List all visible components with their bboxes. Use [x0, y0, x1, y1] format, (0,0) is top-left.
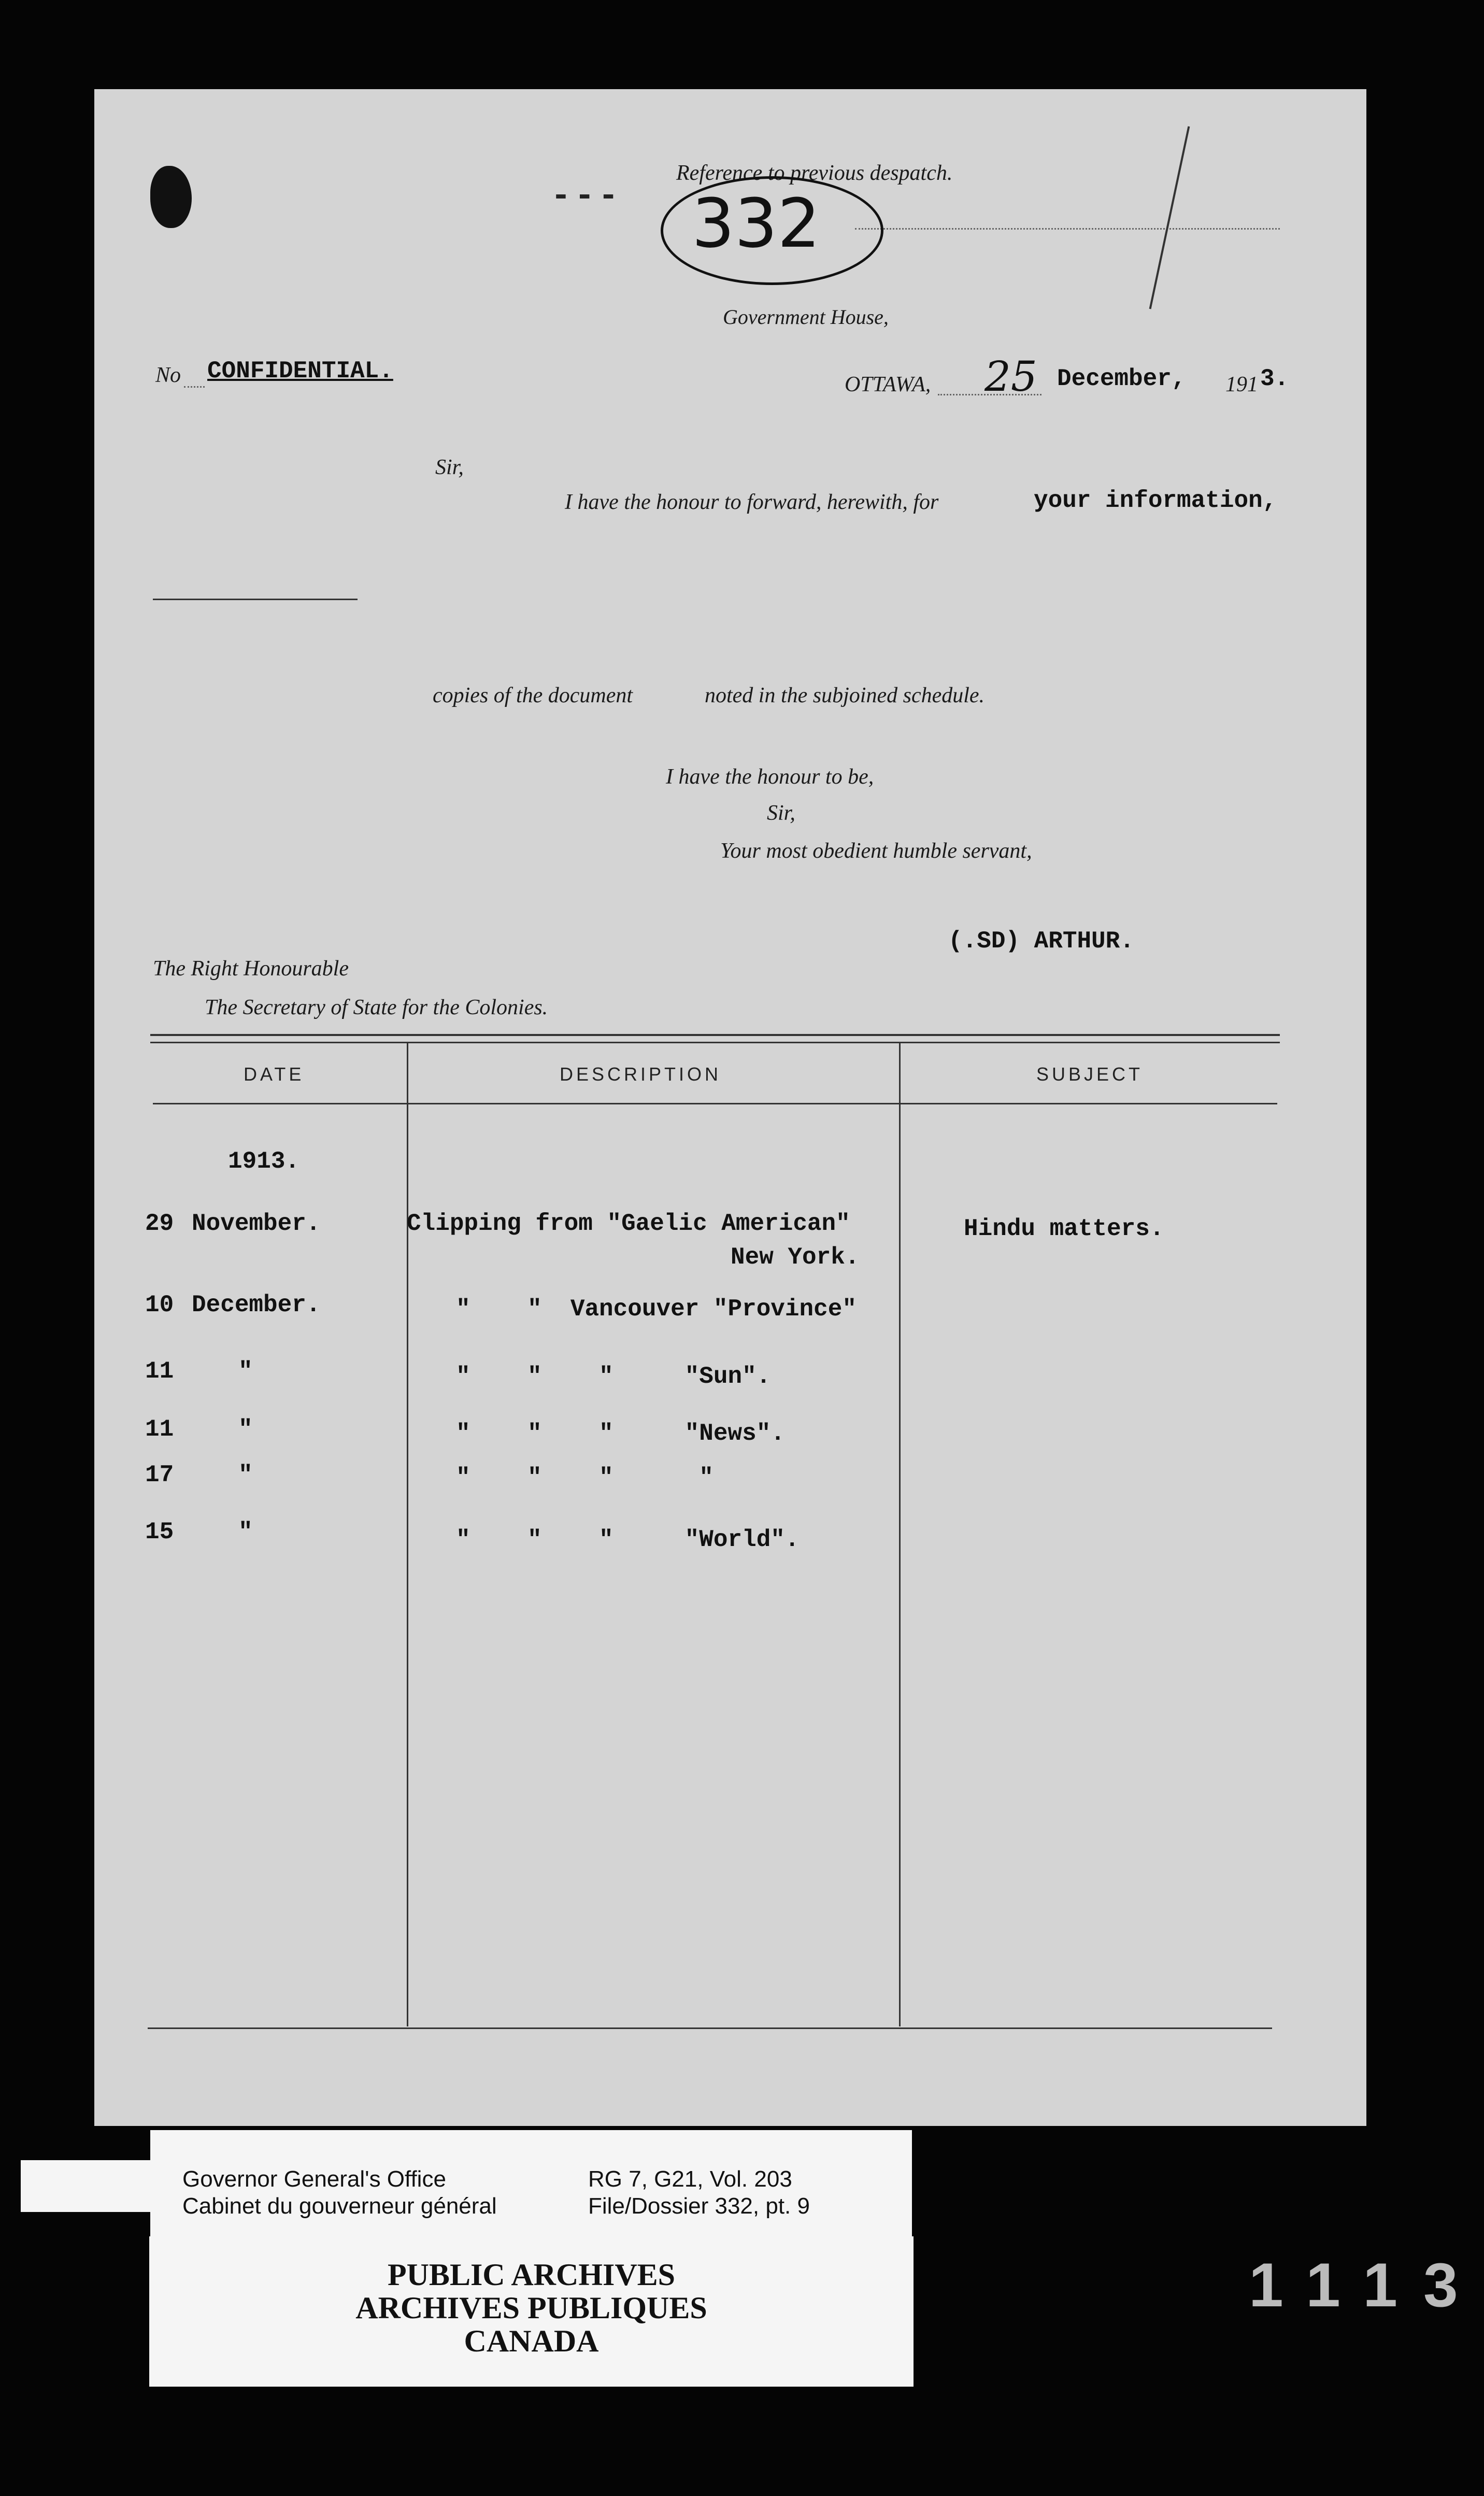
reference-label: Reference to previous despatch.	[676, 161, 953, 185]
table-bottom-rule	[148, 2027, 1272, 2029]
margin-rule	[153, 599, 358, 600]
column-header-subject: SUBJECT	[1036, 1063, 1144, 1085]
table-row-month: December.	[192, 1292, 321, 1318]
table-row-month: "	[238, 1358, 253, 1385]
day-line	[938, 394, 1041, 395]
table-row-day: 15	[145, 1519, 174, 1545]
ink-blot	[150, 166, 192, 228]
document-page	[94, 89, 1366, 2126]
confidential: CONFIDENTIAL.	[207, 358, 393, 385]
public-archives-banner	[149, 2236, 914, 2387]
addressee-line2: The Secretary of State for the Colonies.	[205, 996, 548, 1019]
reference-line	[855, 228, 1280, 230]
office-fr: Cabinet du gouverneur général	[182, 2193, 497, 2219]
banner-line3: CANADA	[464, 2324, 599, 2358]
no-line	[184, 386, 205, 388]
closing-line3: Your most obedient humble servant,	[720, 839, 1032, 863]
archive-ref2: File/Dossier 332, pt. 9	[588, 2193, 810, 2219]
table-row-day: 29	[145, 1210, 174, 1237]
body-line1: I have the honour to forward, herewith, for	[565, 490, 939, 514]
table-row-month: "	[238, 1519, 253, 1545]
column-header-description: DESCRIPTION	[560, 1063, 722, 1085]
closing-line2: Sir,	[767, 801, 795, 825]
table-row-day: 11	[145, 1416, 174, 1443]
table-row-description: " " " "	[456, 1464, 714, 1491]
government-house: Government House,	[723, 305, 889, 329]
banner-line2: ARCHIVES PUBLIQUES	[355, 2291, 707, 2325]
closing-line1: I have the honour to be,	[666, 765, 874, 789]
body-line2: copies of the document	[433, 684, 633, 707]
table-row-subject: Hindu matters.	[964, 1215, 1164, 1242]
no-label: No	[155, 363, 181, 387]
archive-ref1: RG 7, G21, Vol. 203	[588, 2166, 792, 2192]
signature: (.SD) ARTHUR.	[948, 928, 1134, 955]
table-row-month: November.	[192, 1210, 321, 1237]
place: OTTAWA,	[845, 373, 931, 396]
dash-marks: - - -	[554, 176, 615, 212]
table-row-description: Clipping from "Gaelic American"	[407, 1210, 850, 1237]
table-divider-1	[407, 1043, 408, 2026]
body-line2b: noted in the subjoined schedule.	[705, 684, 985, 707]
archive-label-strip	[21, 2160, 150, 2212]
frame-number: 1113	[1249, 2250, 1484, 2320]
table-row-month: "	[238, 1416, 253, 1443]
table-row-description-line2: New York.	[731, 1244, 860, 1271]
table-top-rule-2	[150, 1042, 1280, 1043]
table-row-day: 10	[145, 1292, 174, 1318]
salutation: Sir,	[435, 456, 464, 479]
file-number-stamp-text: 332	[692, 184, 821, 263]
office-en: Governor General's Office	[182, 2166, 446, 2192]
year-prefix: 191	[1225, 373, 1258, 396]
year-suffix: 3.	[1260, 365, 1289, 392]
table-row-day: 17	[145, 1462, 174, 1488]
table-header-rule	[153, 1103, 1277, 1104]
table-row-description: " " " "World".	[456, 1526, 800, 1553]
column-header-date: DATE	[244, 1063, 305, 1085]
table-divider-2	[899, 1043, 901, 2026]
month: December,	[1057, 365, 1186, 392]
addressee-line1: The Right Honourable	[153, 957, 349, 981]
schedule-year: 1913.	[228, 1148, 300, 1175]
day-handwritten: 25	[984, 352, 1037, 401]
table-row-description: " " " "Sun".	[456, 1363, 771, 1390]
table-row-day: 11	[145, 1358, 174, 1385]
table-row-month: "	[238, 1462, 253, 1488]
table-row-description: " " Vancouver "Province"	[456, 1296, 857, 1323]
banner-line1: PUBLIC ARCHIVES	[387, 2258, 676, 2292]
table-top-rule	[150, 1034, 1280, 1036]
body-line1-typed: your information,	[1034, 487, 1277, 514]
table-row-description: " " " "News".	[456, 1420, 785, 1447]
